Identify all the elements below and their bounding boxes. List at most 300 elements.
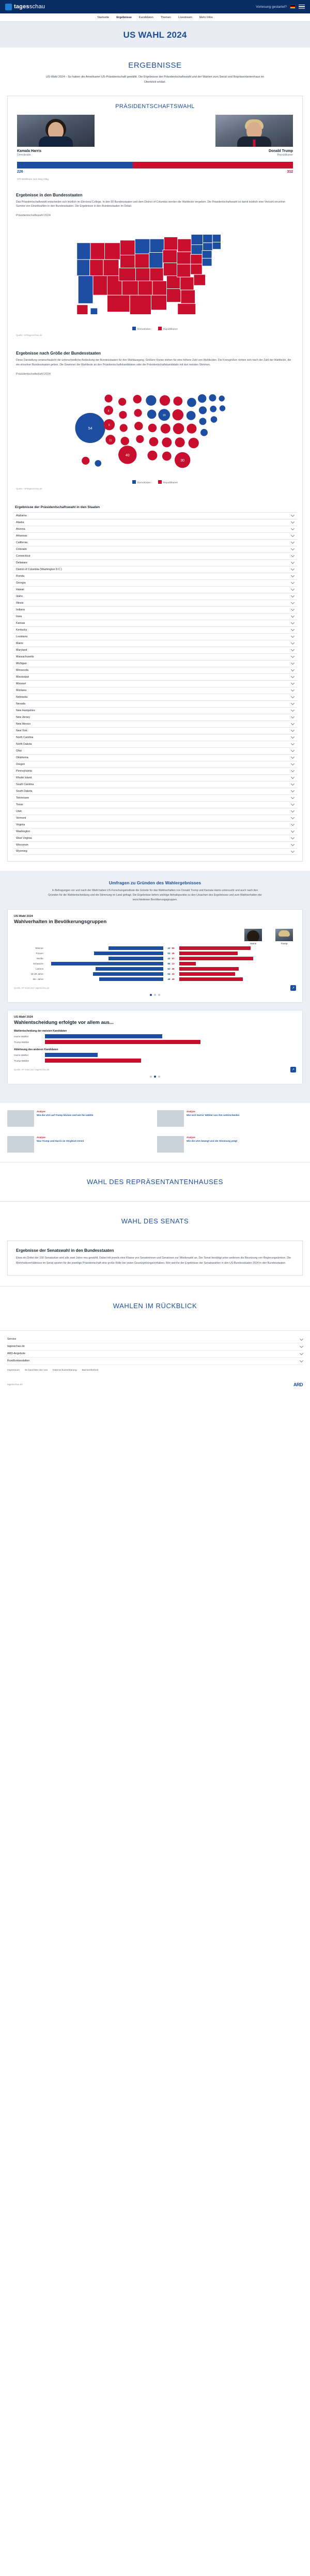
state-row-label: Idaho — [16, 594, 23, 598]
state-row-label: North Carolina — [16, 735, 34, 739]
state-row-label: West Virginia — [16, 836, 32, 840]
state-row[interactable] — [13, 559, 297, 566]
teaser-0-text — [37, 1110, 94, 1127]
section-senat-title: WAHL DES SENATS — [121, 1217, 189, 1225]
state-row[interactable] — [13, 660, 297, 667]
state-row-label: Texas — [16, 803, 23, 806]
chevron-down-icon — [291, 580, 295, 584]
chart1-value-trump: 13 — [172, 962, 175, 965]
state-row[interactable] — [13, 727, 297, 734]
legend-bubbles-republicans: Republikaner — [158, 480, 178, 484]
teaser-1-title: Wie sich Harris' Wähler von ihm unterscheiden — [187, 1114, 240, 1117]
chart1-row-bars — [46, 967, 296, 971]
teaser-1-text — [187, 1110, 239, 1127]
chart1-bar-trump — [179, 957, 253, 960]
us-bubble-map[interactable] — [16, 379, 294, 477]
state-row[interactable] — [13, 774, 297, 781]
teaser-3[interactable] — [157, 1136, 303, 1153]
state-row[interactable] — [13, 687, 297, 694]
chart1-value-trump: 46 — [172, 968, 175, 971]
chart1-value-harris: 42 — [167, 947, 171, 950]
state-row-label: Vermont — [16, 816, 26, 820]
chart1-legend — [14, 929, 296, 945]
state-row[interactable] — [13, 754, 297, 761]
chart2-bar — [45, 1059, 141, 1067]
state-row-label: New York — [16, 729, 27, 732]
legend-bubbles-democrats: Demokraten — [132, 480, 151, 484]
state-row[interactable] — [13, 794, 297, 801]
chevron-down-icon — [291, 654, 295, 658]
footer-row-2[interactable] — [7, 1351, 303, 1358]
chevron-down-icon — [291, 627, 295, 631]
teaser-2-kicker: Analyse — [37, 1136, 45, 1139]
chevron-down-icon — [291, 554, 295, 557]
state-row[interactable] — [13, 828, 297, 835]
chevron-down-icon — [291, 842, 295, 846]
chevron-down-icon — [291, 722, 295, 725]
chevron-down-icon — [291, 648, 295, 651]
umfragen-text: In Befragungen vor und nach der Wahl haben US-Forschungsinstitute die Gründe für das Wahlverhalten von Donald Trump und Kamala Harris untersucht und auch nach den Gründen für die Wahlentscheidung und die Stimmung im Land gefragt. Die Ergebnisse liefern wichtige Anhaltspunkte zu den Ursachen des Ergebnisses und zum Wahlverhalten der verschiedenen Bevölkerungsgruppen. — [48, 888, 262, 901]
chart2-row-label: Harris-Wähler — [14, 1035, 29, 1038]
chart1-source: Quelle: AP VoteCast / tagesschau.de — [14, 987, 50, 990]
state-row-label: Wyoming — [16, 850, 27, 853]
ard-logo-icon: ARD — [293, 1382, 303, 1387]
senat-card-heading: Ergebnisse der Senatswahl in den Bundesstaaten — [16, 1248, 114, 1253]
chart1-bar-trump — [179, 977, 243, 981]
harris-thumb-icon — [244, 929, 262, 941]
chart1-row-bars — [46, 972, 296, 976]
state-row[interactable] — [13, 848, 297, 855]
state-row[interactable] — [13, 633, 297, 640]
state-row-label: Maine — [16, 641, 24, 645]
trump-party: Republikaner — [277, 153, 293, 157]
state-row[interactable] — [13, 788, 297, 794]
state-row-label: New Hampshire — [16, 709, 35, 712]
state-row-label: Montana — [16, 688, 27, 692]
chevron-down-icon — [291, 668, 295, 671]
chart1-bar-harris — [51, 962, 163, 965]
state-row[interactable] — [13, 801, 297, 808]
brand-logo-group[interactable] — [5, 4, 45, 10]
chevron-down-icon — [291, 601, 295, 604]
chevron-down-icon — [291, 715, 295, 718]
chart2-row — [14, 1059, 296, 1067]
state-row-label: Louisiana — [16, 635, 28, 638]
share-icon[interactable]: ↗ — [290, 985, 296, 991]
teaser-1[interactable] — [157, 1110, 303, 1127]
state-row-label: North Dakota — [16, 742, 32, 746]
chevron-down-icon — [291, 641, 295, 645]
chart1-row-label: Männer — [35, 947, 43, 950]
chevron-down-icon — [291, 782, 295, 786]
state-row[interactable] — [13, 781, 297, 788]
chart1-carousel-dots[interactable] — [14, 994, 296, 996]
section-rueckblick — [0, 1286, 310, 1325]
state-row[interactable] — [13, 768, 297, 774]
harris-electors: 226 — [17, 170, 23, 174]
chart1-row — [14, 962, 296, 965]
teaser-0-kicker: Analyse — [37, 1110, 45, 1113]
state-row-label: South Dakota — [16, 789, 33, 793]
ergebnisse-section — [0, 61, 310, 85]
chevron-down-icon — [291, 829, 295, 833]
state-row[interactable] — [13, 747, 297, 754]
state-row[interactable] — [13, 526, 297, 532]
chart2-row-label: Trump-Wähler — [14, 1040, 29, 1044]
state-row[interactable] — [13, 613, 297, 620]
main-nav — [0, 13, 310, 22]
state-row-label: Minnesota — [16, 668, 28, 672]
section-repraesentantenhaus — [0, 1162, 310, 1201]
trump-thumb-icon — [275, 929, 293, 941]
teaser-row-1 — [0, 1103, 310, 1136]
chevron-down-icon — [291, 802, 295, 806]
chevron-down-icon — [291, 789, 295, 792]
nav-item-5[interactable]: Mehr Infos — [199, 16, 213, 19]
chevron-down-icon — [291, 594, 295, 597]
footer-row-3[interactable] — [7, 1358, 303, 1365]
chart1-value-trump: 55 — [172, 947, 175, 950]
state-row[interactable] — [13, 553, 297, 559]
chevron-down-icon — [291, 533, 295, 537]
chevron-down-icon — [291, 574, 295, 577]
state-row-label: Illinois — [16, 601, 24, 605]
chart1-bar-trump — [179, 946, 251, 950]
chart-card-wahlentscheidung — [7, 1010, 303, 1084]
hamburger-menu-icon[interactable] — [299, 5, 305, 9]
state-row-label: Wisconsin — [16, 843, 28, 847]
chart1-value-trump: 49 — [172, 978, 175, 981]
state-row-label: Oklahoma — [16, 756, 28, 759]
electoral-numbers — [17, 170, 293, 174]
state-row-label: Maryland — [16, 648, 27, 652]
state-row[interactable] — [13, 593, 297, 600]
chevron-down-icon — [291, 748, 295, 752]
us-choropleth-map[interactable] — [16, 220, 294, 324]
chevron-down-icon — [291, 708, 295, 712]
svg-text:11: 11 — [109, 439, 112, 442]
state-row-label: Iowa — [16, 615, 22, 618]
chevron-down-icon — [291, 769, 295, 772]
state-row[interactable] — [13, 620, 297, 626]
harris-party: Demokratin — [17, 153, 31, 157]
teaser-2[interactable] — [7, 1136, 153, 1153]
chart1-bar-trump — [179, 962, 196, 965]
teaser-0-image — [7, 1110, 34, 1127]
footer-link-2[interactable]: Datenschutzerklärung — [53, 1369, 77, 1372]
chart1-row-label: Latinos — [36, 968, 43, 971]
nav-item-1[interactable]: Ergebnisse — [116, 16, 132, 19]
state-row-label: Florida — [16, 574, 24, 578]
state-row-label: California — [16, 541, 27, 544]
chevron-down-icon — [291, 681, 295, 685]
nav-item-4[interactable]: Livestream — [178, 16, 192, 19]
map-bubbles-block — [8, 345, 302, 498]
footer-row-0[interactable] — [7, 1336, 303, 1343]
states-accordion-title: Ergebnisse der Präsidentschaftswahl in den Staaten — [15, 505, 100, 509]
section-rueckblick-title: WAHLEN IM RÜCKBLICK — [113, 1301, 197, 1310]
chart2-carousel-dots[interactable] — [14, 1076, 296, 1078]
state-row-label: Alabama — [16, 514, 27, 517]
map-bubbles-heading: Ergebnisse nach Größe der Bundesstaaten — [16, 351, 101, 356]
chevron-down-icon — [291, 775, 295, 779]
ergebnisse-intro: US-Wahl 2024 – So haben die Amerikaner US-Präsidentschaft gewählt. Die Ergebnisse der Präsidentschaftswahl und der Wahlen zum Senat und Repräsentantenhaus im Überblick erklärt. — [46, 75, 264, 84]
umfragen-section — [0, 871, 310, 1103]
state-row-label: Georgia — [16, 581, 26, 585]
chart1-value-harris: 86 — [167, 962, 171, 965]
state-row[interactable] — [13, 667, 297, 673]
state-row-label: Oregon — [16, 762, 25, 766]
chart1-rows — [14, 946, 296, 981]
state-row[interactable] — [13, 720, 297, 727]
teaser-1-image — [157, 1110, 184, 1127]
chevron-down-icon — [291, 587, 295, 591]
tagesschau-logo-icon — [5, 4, 12, 10]
state-row[interactable] — [13, 741, 297, 747]
state-row[interactable] — [13, 566, 297, 573]
state-row[interactable] — [13, 519, 297, 526]
chart2-row-label: Trump-Wähler — [14, 1059, 29, 1062]
chevron-down-icon — [291, 701, 295, 705]
state-row-label: Connecticut — [16, 554, 30, 558]
chart1-legend-trump — [275, 929, 293, 945]
state-row[interactable] — [13, 586, 297, 593]
footer-links — [7, 1365, 303, 1377]
chart1-footer — [14, 985, 296, 991]
praesidentschaftswahl-card — [7, 96, 303, 862]
chart1-bar-trump — [179, 952, 238, 955]
footer-link-1[interactable]: So berichten Sie uns — [24, 1369, 48, 1372]
svg-text:19: 19 — [162, 414, 166, 418]
chart1-legend-harris — [244, 929, 262, 945]
chart2-value: 55 — [47, 1064, 50, 1067]
state-row-label: Missouri — [16, 682, 26, 685]
chevron-down-icon — [291, 621, 295, 624]
state-row[interactable] — [13, 841, 297, 848]
svg-text:40: 40 — [125, 454, 130, 458]
map-states-source: Quelle: AP/tagesschau.de — [16, 334, 42, 337]
state-row[interactable] — [13, 707, 297, 714]
chart2-kicker: US-Wahl 2024 — [14, 1016, 33, 1019]
chart2-row — [14, 1034, 296, 1038]
state-row-label: Hawaii — [16, 588, 24, 591]
footer-bottom — [0, 1379, 310, 1394]
state-row-label: New Mexico — [16, 722, 31, 726]
state-row-label: Washington — [16, 830, 30, 833]
chevron-down-icon — [291, 567, 295, 571]
share-icon-2[interactable]: ↗ — [290, 1067, 296, 1072]
state-row-label: Kansas — [16, 621, 25, 625]
footer-row-3-label: Rundfunkanstalten — [7, 1359, 30, 1363]
footer-row-1-label: tagesschau.de — [7, 1345, 25, 1348]
chart1-row-label: Schwarze — [33, 962, 43, 965]
state-row[interactable] — [13, 539, 297, 546]
teaser-0-title: Wie die USA auf Trump blicken und wie ihn wählte — [37, 1114, 94, 1117]
harris-name: Kamala Harris — [17, 149, 42, 153]
chart1-row — [14, 946, 296, 950]
electoral-bar-harris — [17, 162, 133, 168]
chart2-value: 89 — [47, 1045, 50, 1048]
brand-title: tagesschau — [14, 4, 45, 10]
chevron-down-icon — [291, 809, 295, 812]
state-row-label: District of Columbia (Washington D.C.) — [16, 568, 62, 571]
chevron-down-icon — [291, 762, 295, 765]
svg-text:6: 6 — [108, 424, 110, 427]
state-row[interactable] — [13, 626, 297, 633]
svg-text:30: 30 — [180, 459, 185, 463]
chart2-title: Wahlentscheidung erfolgte vor allem aus... — [14, 1020, 114, 1026]
chart1-row — [14, 957, 296, 960]
chart1-bar-harris — [93, 972, 163, 976]
state-row[interactable] — [13, 835, 297, 841]
chart1-row-label: 18-29 Jahre — [30, 973, 43, 976]
state-row-label: New Jersey — [16, 715, 30, 719]
svg-text:4: 4 — [107, 409, 110, 413]
teaser-1-kicker: Analyse — [187, 1110, 195, 1113]
chevron-down-icon — [291, 695, 295, 698]
chart1-value-harris: 54 — [167, 973, 171, 976]
state-row[interactable] — [13, 640, 297, 647]
chart1-bar-harris — [94, 952, 163, 955]
chart2-footer — [14, 1067, 296, 1072]
map-states-heading: Ergebnisse in den Bundesstaaten — [16, 192, 83, 197]
state-row-label: Utah — [16, 809, 22, 813]
legend-republicans: Republikaner — [158, 327, 178, 331]
chevron-down-icon — [291, 755, 295, 759]
chart1-row — [14, 972, 296, 976]
footer — [0, 1330, 310, 1379]
flag-de-icon[interactable] — [290, 5, 296, 9]
chart1-row-bars — [46, 952, 296, 955]
teaser-3-text — [187, 1136, 237, 1153]
chevron-down-icon — [291, 836, 295, 839]
state-row[interactable] — [13, 673, 297, 680]
state-row[interactable] — [13, 714, 297, 720]
chart1-value-harris: 42 — [167, 957, 171, 960]
chevron-down-icon — [291, 742, 295, 745]
chart1-bar-trump — [179, 972, 235, 976]
state-row-label: Delaware — [16, 561, 27, 564]
map-bubbles-text: Diese Darstellung veranschaulicht die unterschiedliche Bedeutung der Bundesstaaten für den Wahlausgang. Größere Kreise stehen für eine höhere Zahl von Wahlleuten. Die Kreisgrößen richten sich nach der Zahl der Wahlleute, die ein einzelner Bundesstaaten geben. Die Gewinner der Wahlleute an den Präsidentschaftskandidaten oder die Präsidentschaftskandidatin mit den meisten Stimmen. — [16, 359, 291, 367]
harris-portrait-image — [17, 115, 95, 147]
chart1-row — [14, 967, 296, 971]
chart1-bar-harris — [96, 967, 163, 971]
chart-card-wahlverhalten — [7, 909, 303, 1003]
lang-label[interactable]: Vorlesung gestartet? — [256, 5, 287, 9]
map-states-subtitle: Präsidentschaftswahl 2024 — [16, 214, 51, 218]
state-row-label: Pennsylvania — [16, 769, 32, 773]
teaser-3-title: Wie die USA bewegt und die Stimmung prägt — [187, 1140, 238, 1143]
state-row[interactable] — [13, 600, 297, 606]
chart1-value-trump: 45 — [172, 952, 175, 955]
state-row-label: Ohio — [16, 749, 22, 753]
chart2-bar — [45, 1034, 162, 1038]
chart2-group-label: Ablehnung des anderen Kandidaten — [14, 1048, 58, 1052]
chevron-down-icon — [300, 1352, 303, 1355]
states-accordion — [8, 498, 302, 861]
senat-info-card — [7, 1240, 303, 1275]
chart1-value-trump: 57 — [172, 957, 175, 960]
legend-democrats: Demokraten — [132, 327, 151, 331]
state-row[interactable] — [13, 512, 297, 519]
state-row-label: Tennessee — [16, 796, 29, 800]
states-accordion-rows — [13, 512, 297, 855]
chevron-down-icon — [291, 607, 295, 611]
candidate-harris[interactable] — [17, 115, 95, 157]
footer-link-3[interactable]: Barrierefreiheit — [82, 1369, 99, 1372]
chart2-row — [14, 1040, 296, 1048]
state-row[interactable] — [13, 680, 297, 687]
chevron-down-icon — [300, 1359, 303, 1362]
state-row[interactable] — [13, 546, 297, 553]
chart1-value-harris: 52 — [167, 968, 171, 971]
chevron-down-icon — [291, 728, 295, 732]
chart1-row-bars — [46, 977, 296, 981]
chevron-down-icon — [291, 540, 295, 544]
chart1-kicker: US-Wahl 2024 — [14, 915, 33, 918]
footer-copyright: tagesschau.de — [7, 1383, 23, 1386]
map-states-legend — [16, 327, 294, 331]
state-row-label: Kentucky — [16, 628, 27, 632]
map-states-block — [8, 187, 302, 345]
praesidentschaftswahl-title: PRÄSIDENTSCHAFTSWAHL — [115, 103, 195, 110]
state-row[interactable] — [13, 821, 297, 828]
chevron-down-icon — [300, 1337, 303, 1341]
state-row-label: Mississippi — [16, 675, 29, 679]
teaser-2-image — [7, 1136, 34, 1153]
chart1-value-harris: 49 — [167, 978, 171, 981]
nav-item-3[interactable]: Themen — [160, 16, 172, 19]
state-row[interactable] — [13, 808, 297, 815]
chevron-down-icon — [291, 547, 295, 550]
senat-card-text: Etwa ein Drittel der 100 Senatssitze wird alle zwei Jahre neu gewählt. Dabei tritt jeweils eine Klasse von Senatorinnen und Senatoren zur Wiederwahl an. Der Senat bestätigt unter anderem die Besetzung von Regierungsämtern. Die Mehrheitsverhältnisse im Senat spielen für die jeweilige Präsidentschaft eine große Rolle bei vielen Gesetzgebungsvorhaben. Wer welche der Ergebnisse der Senatswahlen in den US-Bundesstaaten 2024 in den Bundesstaaten. — [16, 1256, 291, 1265]
state-row[interactable] — [13, 647, 297, 653]
teaser-2-text — [37, 1136, 84, 1153]
top-bar-right — [256, 5, 305, 9]
state-row-label: Rhode Island — [16, 776, 32, 779]
state-row-label: Alaska — [16, 520, 24, 524]
top-bar — [0, 0, 310, 13]
state-row[interactable] — [13, 532, 297, 539]
teaser-0[interactable] — [7, 1110, 153, 1127]
state-row[interactable] — [13, 606, 297, 613]
state-row[interactable] — [13, 573, 297, 579]
state-row[interactable] — [13, 579, 297, 586]
state-row[interactable] — [13, 653, 297, 660]
state-row[interactable] — [13, 761, 297, 768]
footer-link-0[interactable]: Impressum — [7, 1369, 20, 1372]
state-row-label: Colorado — [16, 547, 27, 551]
chart1-legend-harris-label: Harris — [250, 942, 257, 945]
chart1-bar-harris — [109, 957, 163, 960]
electoral-bar-wrap — [8, 157, 302, 176]
chevron-down-icon — [291, 634, 295, 638]
state-row[interactable] — [13, 815, 297, 821]
nav-item-0[interactable]: Startseite — [97, 16, 110, 19]
chart2-source: Quelle: AP VoteCast / tagesschau.de — [14, 1068, 50, 1071]
state-row-label: South Carolina — [16, 783, 34, 786]
state-row-label: Michigan — [16, 662, 27, 665]
chart2-row — [14, 1053, 296, 1057]
chevron-down-icon — [291, 520, 295, 524]
trump-portrait-image — [215, 115, 293, 147]
nav-item-2[interactable]: Kandidaten — [138, 16, 153, 19]
candidate-trump[interactable] — [215, 115, 293, 157]
state-row[interactable] — [13, 694, 297, 700]
footer-row-1[interactable] — [7, 1343, 303, 1351]
state-row[interactable] — [13, 700, 297, 707]
state-row[interactable] — [13, 734, 297, 741]
